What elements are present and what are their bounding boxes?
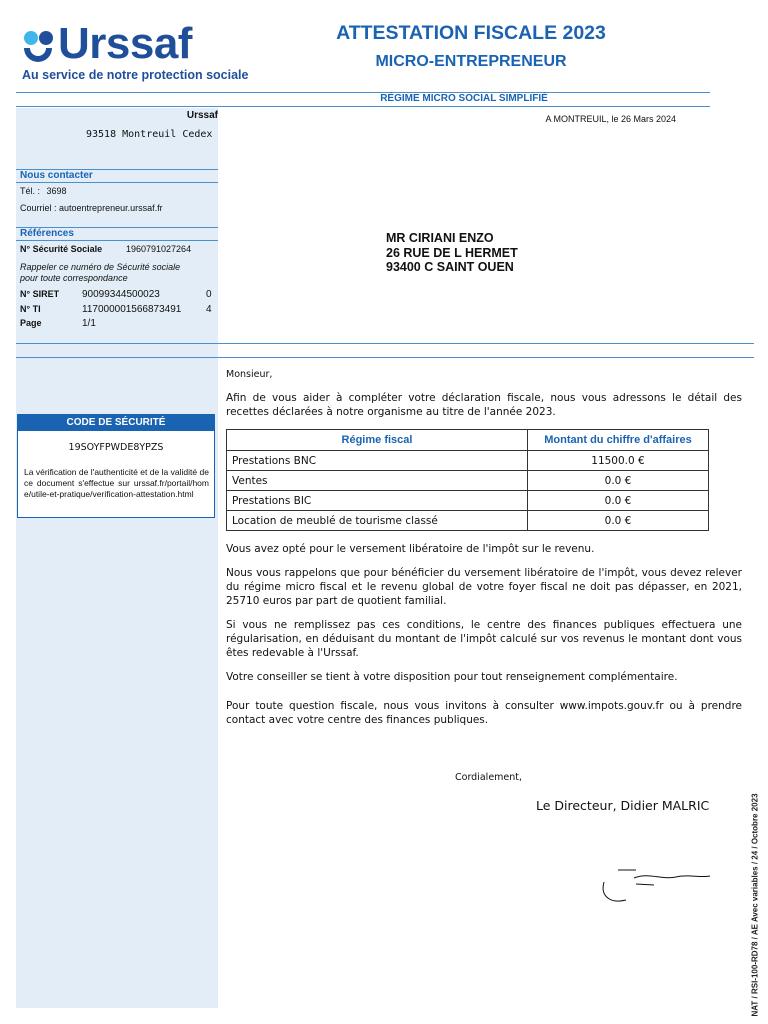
closing: Cordialement, bbox=[455, 772, 523, 783]
place-date: A MONTREUIL, le 26 Mars 2024 bbox=[545, 114, 676, 124]
form-reference bbox=[745, 793, 765, 1017]
row-value: 11500.0 € bbox=[528, 451, 709, 471]
tel-value: 3698 bbox=[46, 186, 67, 196]
urssaf-logo-icon bbox=[20, 28, 60, 68]
references-heading: Références bbox=[20, 228, 74, 239]
mail-label: Courriel : bbox=[20, 203, 57, 213]
row-value: 0.0 € bbox=[528, 511, 709, 531]
divider bbox=[16, 240, 218, 241]
form-reference-text: NAT / RSI-100-RD78 / AE Avec variables / 24 / Octobre 2023 bbox=[750, 793, 760, 1017]
secu-label: N° Sécurité Sociale bbox=[20, 244, 103, 254]
ti-label: N° TI bbox=[20, 304, 41, 314]
paragraph-5: Pour toute question fiscale, nous vous invitons à consulter www.impots.gouv.fr ou à prendre contact avec votre centre des finances publiques. bbox=[226, 700, 742, 726]
table-row bbox=[227, 451, 709, 471]
divider bbox=[16, 182, 218, 183]
ti-value: 117000001566873491 bbox=[82, 304, 182, 315]
secu-note: Rappeler ce numéro de Sécurité sociale pour toute correspondance bbox=[20, 262, 181, 283]
table-row bbox=[227, 511, 709, 531]
page-label: Page bbox=[20, 318, 42, 328]
paragraph-4: Votre conseiller se tient à votre disposition pour tout renseignement complémentaire. bbox=[226, 671, 678, 683]
ti-suffix: 4 bbox=[206, 304, 212, 315]
security-text: La vérification de l'authenticité et de la validité de ce document s'effectue sur urssaf.fr/portail/home/utile-et-pratique/verification-attestation.html bbox=[24, 467, 209, 499]
table-header: Montant du chiffre d'affaires bbox=[528, 430, 709, 451]
signature-image bbox=[596, 852, 716, 912]
recipient-address bbox=[386, 231, 518, 275]
page-title: ATTESTATION FISCALE 2023 bbox=[336, 22, 606, 44]
page-subtitle: MICRO-ENTREPRENEUR bbox=[375, 53, 567, 70]
row-label: Prestations BNC bbox=[227, 451, 528, 471]
secu-value: 1960791027264 bbox=[126, 244, 192, 254]
sender-address: 93518 Montreuil Cedex bbox=[86, 129, 213, 140]
row-value: 0.0 € bbox=[528, 471, 709, 491]
siret-value: 90099344500023 bbox=[82, 289, 160, 300]
signatory: Le Directeur, Didier MALRIC bbox=[536, 798, 710, 813]
regime-label: RÉGIME MICRO SOCIAL SIMPLIFIÉ bbox=[380, 93, 548, 104]
siret-label: N° SIRET bbox=[20, 289, 60, 299]
paragraph-3: Si vous ne remplissez pas ces conditions, le centre des finances publiques effectuera une régularisation, en déduisant du montant de l'impôt calculé sur vos revenus le montant dont vous êtes redevable à l'Urssaf. bbox=[226, 619, 742, 659]
paragraph-2: Nous vous rappelons que pour bénéficier du versement libératoire de l'impôt, vous devez relever du régime micro fiscal et le revenu global de votre foyer fiscal ne doit pas dépasser, en 2021, 25710 euros par part de quotient familial. bbox=[226, 567, 742, 607]
divider bbox=[16, 106, 710, 107]
salutation: Monsieur, bbox=[226, 369, 273, 380]
mail-value: autoentrepreneur.urssaf.fr bbox=[59, 203, 163, 213]
brand-tagline: Au service de notre protection sociale bbox=[22, 68, 249, 82]
page-value: 1/1 bbox=[82, 318, 96, 329]
row-label: Ventes bbox=[227, 471, 528, 491]
security-code: 19SOYFPWDE8YPZS bbox=[68, 442, 164, 453]
divider bbox=[16, 357, 754, 358]
tel-label: Tél. : bbox=[20, 186, 41, 196]
siret-suffix: 0 bbox=[206, 289, 212, 300]
revenue-table bbox=[226, 429, 709, 531]
sidebar-panel bbox=[16, 108, 218, 1008]
intro-paragraph: Afin de vous aider à compléter votre déclaration fiscale, nous vous adressons le détail des recettes déclarées à notre organisme au titre de l'année 2023. bbox=[226, 392, 742, 418]
security-heading: CODE DE SÉCURITÉ bbox=[17, 414, 215, 431]
sender-org: Urssaf bbox=[186, 110, 218, 121]
table-row bbox=[227, 471, 709, 491]
recipient-city: 93400 C SAINT OUEN bbox=[386, 260, 514, 274]
table-header: Régime fiscal bbox=[227, 430, 528, 451]
contact-heading: Nous contacter bbox=[20, 170, 93, 181]
row-label: Prestations BIC bbox=[227, 491, 528, 511]
row-label: Location de meublé de tourisme classé bbox=[227, 511, 528, 531]
divider bbox=[16, 343, 754, 344]
recipient-street: 26 RUE DE L HERMET bbox=[386, 245, 518, 260]
table-row bbox=[227, 491, 709, 511]
recipient-name: MR CIRIANI ENZO bbox=[386, 231, 494, 245]
brand-name: Urssaf bbox=[58, 19, 192, 68]
paragraph-1: Vous avez opté pour le versement libératoire de l'impôt sur le revenu. bbox=[226, 543, 595, 555]
row-value: 0.0 € bbox=[528, 491, 709, 511]
